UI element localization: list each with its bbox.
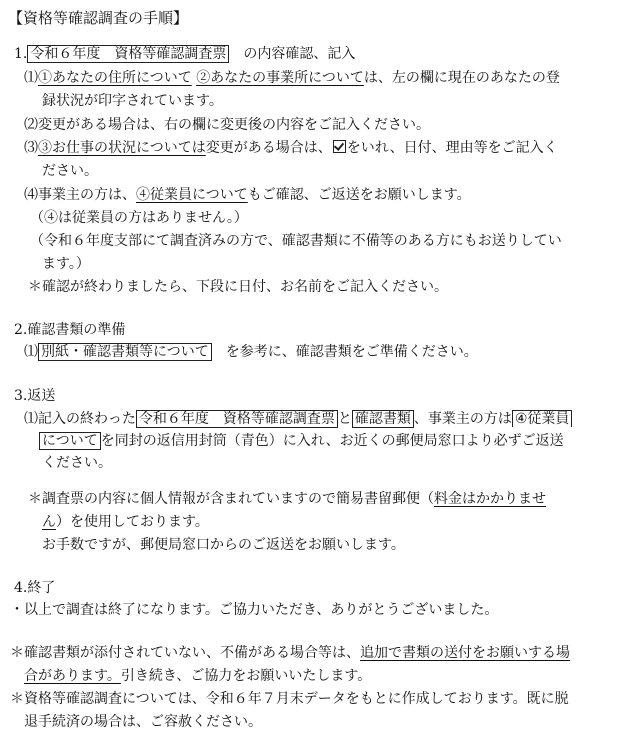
s1-note-2-line-2: ます。） — [42, 256, 90, 272]
footer-note-1-line-2 — [24, 666, 371, 686]
footer-note-1-line-1 — [10, 643, 570, 663]
s3-item-1-and: と — [337, 411, 352, 427]
section-1-heading-rest: の内容確認、記入 — [229, 46, 356, 62]
address-link-text: ①あなたの住所について — [38, 70, 192, 86]
s1-item-2: ⑵変更がある場合は、右の欄に変更後の内容をご記入ください。 — [24, 117, 430, 133]
s3-item-1-text: ⑴記入の終わった — [24, 411, 136, 427]
checkbox-checked-icon — [333, 140, 346, 153]
s1-item-1-line-1 — [24, 68, 560, 88]
s2-item-1-text: を参考に、確認書類をご準備ください。 — [211, 344, 478, 360]
additional-docs-text-end: 合があります。 — [24, 668, 121, 684]
free-postage-text: 料金はかかりませ — [434, 491, 546, 507]
section-4-heading: 4.終了 — [14, 580, 56, 596]
s1-item-3-text-2: をいれ、日付、理由等をご記入く — [346, 140, 558, 156]
footer-note-1-text: ＊確認書類が添付されていない、不備がある場合等は、 — [10, 645, 360, 661]
section-1-number: 1. — [14, 46, 28, 62]
s1-item-1-line-2: 録状況が印字されています。 — [42, 93, 223, 109]
s3-item-1-line-2 — [42, 431, 564, 451]
s1-note-3: ＊確認が終わりましたら、下段に日付、お名前をご記入ください。 — [28, 279, 448, 295]
s3-note-1-line-1 — [28, 489, 546, 509]
s1-item-3-line-2: ださい。 — [42, 163, 98, 179]
section-3-heading: 3.返送 — [14, 388, 56, 404]
s3-item-1-text-2: 、事業主の方は — [413, 411, 512, 427]
s3-item-1-line-1 — [24, 409, 572, 429]
office-link-text: ②あなたの事業所について — [196, 70, 364, 86]
s1-item-1-text: は、左の欄に現在のあなたの登 — [363, 70, 560, 86]
footer-note-2-line-2: 退手続済の場合は、ご容赦ください。 — [24, 714, 262, 730]
item-marker: ⑶ — [24, 140, 38, 156]
additional-docs-text: 追加で書類の送付をお願いする場 — [360, 645, 570, 661]
documents-guide-box: 別紙・確認書類等について — [38, 343, 212, 361]
employee-box-bottom: について — [39, 432, 101, 450]
s1-item-3-text: 変更がある場合は、 — [205, 140, 332, 156]
document-title: 【資格等確認調査の手順】 — [8, 9, 189, 27]
s1-item-4 — [24, 185, 471, 205]
free-postage-text-end: ん — [42, 514, 56, 530]
item-marker: ⑴ — [24, 70, 38, 86]
survey-form-box-2: 令和６年度 資格等確認調査票 — [136, 410, 338, 428]
s3-note-1-text-2: ）を使用しております。 — [56, 514, 209, 530]
employee-text: ④従業員について — [136, 187, 248, 203]
survey-form-box: 令和６年度 資格等確認調査票 — [27, 45, 229, 63]
s3-item-1-text-3: を同封の返信用封筒（青色）に入れ、お近くの郵便局窓口より必ずご返送 — [100, 433, 564, 449]
employee-box-top: ④従業員 — [512, 410, 573, 427]
section-1-heading — [14, 44, 355, 64]
job-status-text: ③お仕事の状況については — [38, 140, 206, 156]
s1-item-3-line-1 — [24, 138, 558, 158]
s1-item-4-text-2: もご確認、ご返送をお願いします。 — [247, 187, 471, 203]
s3-note-2: お手数ですが、郵便局窓口からのご返送をお願いします。 — [42, 537, 405, 553]
footer-note-2-line-1: ＊資格等確認調査については、令和６年７月末データをもとに作成しております。既に脱 — [10, 691, 569, 707]
s2-item-1 — [24, 342, 478, 362]
s3-note-1-text: ＊調査票の内容に個人情報が含まれていますので簡易書留郵便（ — [28, 491, 434, 507]
s3-note-1-line-2 — [42, 512, 209, 532]
s4-line: ・以上で調査は終了になります。ご協力いただき、ありがとうございました。 — [10, 602, 499, 618]
section-2-heading: 2.確認書類の準備 — [14, 322, 126, 338]
documents-box: 確認書類 — [352, 410, 414, 428]
s3-item-1-line-3: ください。 — [42, 455, 112, 471]
s1-note-1: （④は従業員の方はありません。） — [30, 210, 248, 226]
item-marker: ⑴ — [24, 344, 38, 360]
s1-item-4-text: ⑷事業主の方は、 — [24, 187, 136, 203]
s1-note-2-line-1: （令和６年度支部にて調査済みの方で、確認書類に不備等のある方にもお送りしてい — [30, 233, 562, 249]
footer-note-1-text-2: 引き続き、ご協力をお願いいたします。 — [120, 668, 372, 684]
